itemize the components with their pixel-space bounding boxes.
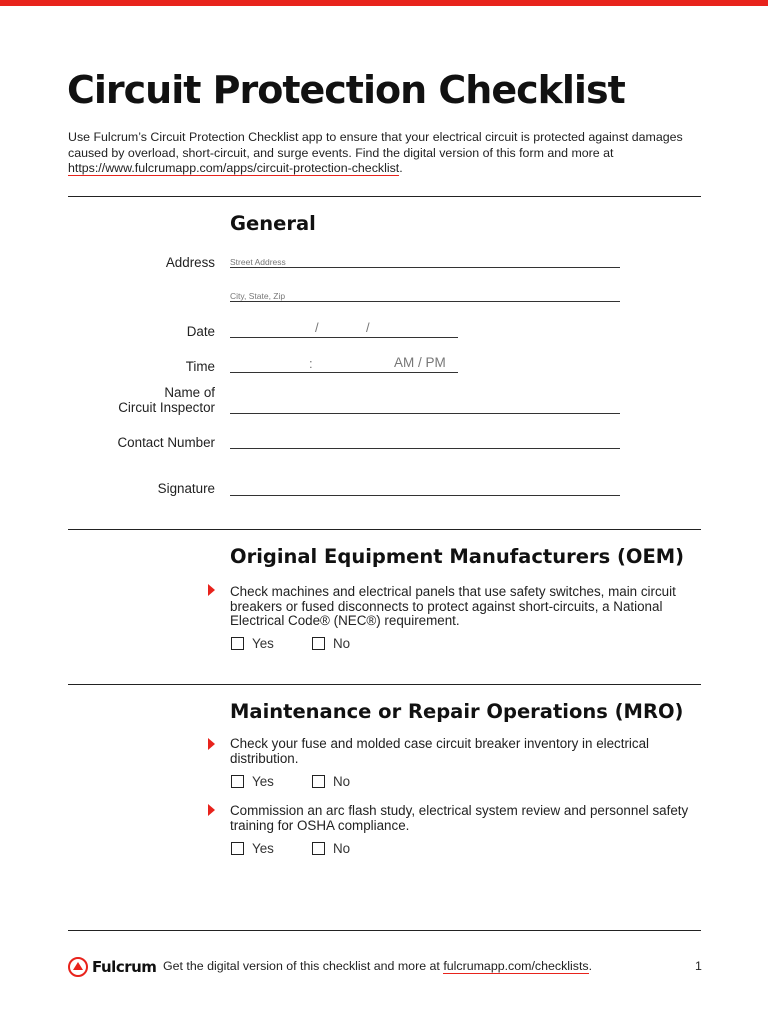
intro-text: Use Fulcrum’s Circuit Protection Checklist app to ensure that your electrical circuit is protected against damages caused by overload, short-circuit, and surge events. Find the digital version of this form and more at [68, 130, 683, 160]
intro-paragraph [68, 130, 708, 177]
no-label: No [333, 636, 351, 651]
no-label: No [333, 841, 351, 856]
street-address-field[interactable] [230, 267, 620, 268]
intro-period: . [399, 161, 403, 175]
contact-number-field[interactable] [230, 448, 620, 449]
footer-text [163, 959, 592, 973]
city-state-zip-hint: City, State, Zip [230, 291, 286, 301]
section-title-oem: Original Equipment Manufacturers (OEM) [230, 545, 685, 568]
divider [68, 930, 701, 931]
yes-label: Yes [252, 636, 274, 651]
divider [68, 196, 701, 197]
inspector-label-line1: Name of [164, 385, 215, 400]
address-label: Address [165, 255, 215, 270]
no-checkbox[interactable] [312, 775, 325, 788]
date-label: Date [186, 324, 215, 339]
checklist-item-text: Check your fuse and molded case circuit breaker inventory in electrical distribution. [230, 736, 650, 766]
inspector-label [118, 385, 215, 415]
yes-label: Yes [252, 774, 274, 789]
page-title: Circuit Protection Checklist [67, 68, 625, 112]
section-title-mro: Maintenance or Repair Operations (MRO) [230, 700, 684, 723]
divider [68, 684, 701, 685]
no-label: No [333, 774, 351, 789]
bullet-arrow-icon [208, 584, 215, 596]
signature-label: Signature [157, 481, 215, 496]
am-pm-option[interactable]: AM / PM [394, 355, 446, 370]
date-separator: / [315, 320, 319, 335]
bullet-arrow-icon [208, 804, 215, 816]
inspector-label-line2: Circuit Inspector [118, 400, 215, 415]
footer-link[interactable]: fulcrumapp.com/checklists [443, 959, 589, 973]
logo-wordmark: Fulcrum [92, 958, 157, 976]
city-state-zip-field[interactable] [230, 301, 620, 302]
no-checkbox[interactable] [312, 637, 325, 650]
date-separator: / [366, 320, 370, 335]
intro-link[interactable]: https://www.fulcrumapp.com/apps/circuit-protection-checklist [68, 161, 400, 175]
street-address-hint: Street Address [230, 257, 286, 267]
yes-checkbox[interactable] [231, 637, 244, 650]
bullet-arrow-icon [208, 738, 215, 750]
time-label: Time [185, 359, 215, 374]
contact-number-label: Contact Number [117, 435, 215, 450]
time-separator: : [309, 356, 313, 371]
footer-text-body: Get the digital version of this checklist and more at [163, 959, 444, 973]
time-field[interactable] [230, 372, 458, 373]
yes-checkbox[interactable] [231, 775, 244, 788]
yes-checkbox[interactable] [231, 842, 244, 855]
checklist-item-text: Commission an arc flash study, electrical system review and personnel safety training for OSHA compliance. [230, 803, 689, 833]
footer-period: . [588, 959, 593, 973]
top-accent-bar [0, 0, 768, 6]
section-title-general: General [230, 212, 316, 235]
signature-field[interactable] [230, 495, 620, 496]
divider [68, 529, 701, 530]
inspector-name-field[interactable] [230, 413, 620, 414]
checklist-item-text: Check machines and electrical panels that use safety switches, main circuit breakers or fused disconnects to protect against short-circuits, a National Electrical Code® (NEC®) requirement. [230, 584, 676, 628]
fulcrum-logo [68, 957, 156, 977]
page-number: 1 [695, 959, 702, 973]
fulcrum-logo-icon [68, 957, 88, 977]
no-checkbox[interactable] [312, 842, 325, 855]
yes-label: Yes [252, 841, 274, 856]
date-field[interactable] [230, 337, 458, 338]
